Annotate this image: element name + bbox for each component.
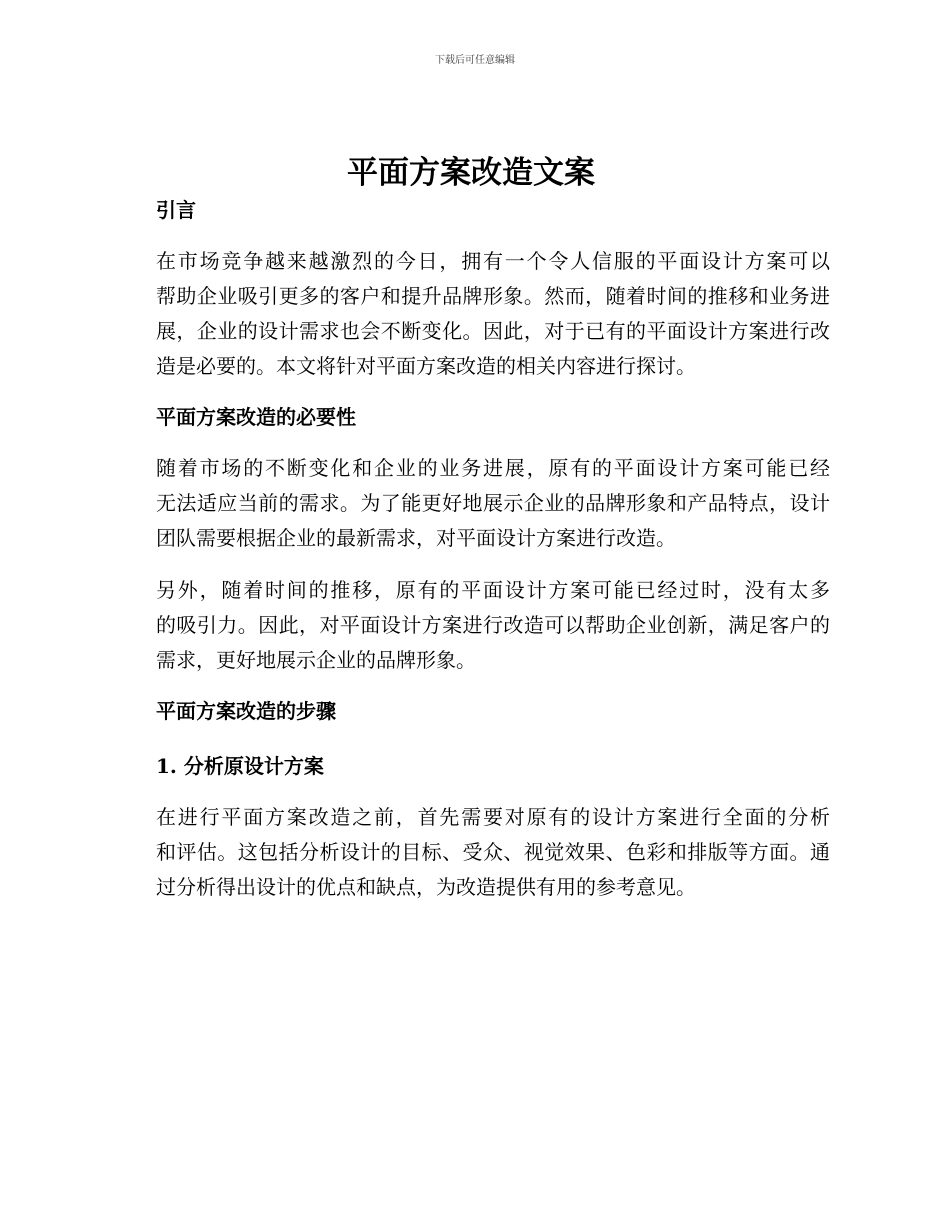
paragraph-line: 在进行平面方案改造之前，首先需要对原有的设计方案进行全面的分析 [156,805,830,829]
paragraph-line: 展，企业的设计需求也会不断变化。因此，对于已有的平面设计方案进行改 [156,319,830,343]
document-title: 平面方案改造文案 [347,155,595,191]
paragraph-line: 无法适应当前的需求。为了能更好地展示企业的品牌形象和产品特点，设计 [156,491,830,515]
section-heading-necessity: 平面方案改造的必要性 [156,405,356,429]
paragraph-line: 团队需要根据企业的最新需求，对平面设计方案进行改造。 [156,526,676,550]
paragraph-line: 造是必要的。本文将针对平面方案改造的相关内容进行探讨。 [156,354,696,378]
paragraph-necessity-2 [112,573,830,678]
section-heading-steps: 平面方案改造的步骤 [156,699,336,723]
paragraph-line: 另外，随着时间的推移，原有的平面设计方案可能已经过时，没有太多 [156,578,830,602]
paragraph-line: 帮助企业吸引更多的客户和提升品牌形象。然而，随着时间的推移和业务进 [156,284,830,308]
paragraph-line: 在市场竞争越来越激烈的今日，拥有一个令人信服的平面设计方案可以 [156,249,830,273]
header-note: 下载后可任意编辑 [435,55,515,66]
paragraph-line: 的吸引力。因此，对平面设计方案进行改造可以帮助企业创新，满足客户的 [156,613,830,637]
paragraph-necessity-1 [112,451,830,556]
section-heading-intro: 引言 [156,198,196,222]
document-body [112,150,830,905]
paragraph-line: 需求，更好地展示企业的品牌形象。 [156,648,476,672]
paragraph-line: 随着市场的不断变化和企业的业务进展，原有的平面设计方案可能已经 [156,456,830,480]
subsection-heading-step1: 1. 分析原设计方案 [156,754,324,778]
paragraph-step1 [112,800,830,905]
paragraph-line: 过分析得出设计的优点和缺点，为改造提供有用的参考意见。 [156,875,696,899]
paragraph-line: 和评估。这包括分析设计的目标、受众、视觉效果、色彩和排版等方面。通 [156,840,830,864]
paragraph-intro [112,244,830,384]
